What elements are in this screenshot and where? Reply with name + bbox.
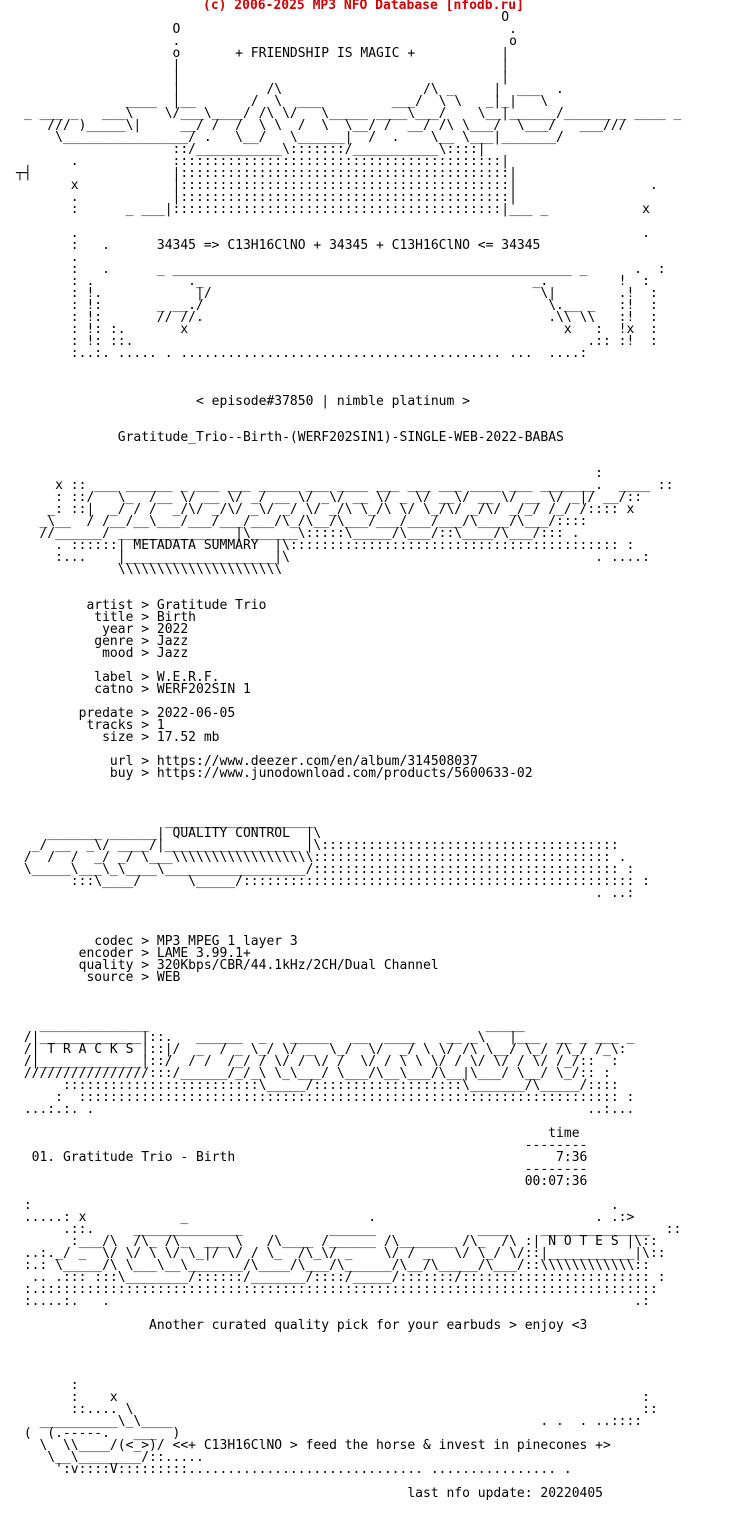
nfo-line: . o (16, 34, 517, 49)
nfo-line: ':v::::V:::::::::.............................. ................ . (16, 1462, 572, 1477)
nfo-line: : !: // //. .\\ \\ :! : (16, 310, 658, 325)
nfo-line: Another curated quality pick for your earbuds > enjoy <3 (16, 1318, 588, 1333)
nfo-line: _ ___ _ ___\ \/___\____/ /\ \/ \_____ ____\___/ \__|______/______ _ ____ _ (16, 106, 682, 121)
nfo-line: :::::::::::::::::::::::::\_____/:::::::::::::::::::\_______/\_____/:::: (16, 1078, 627, 1093)
nfo-line: artist > Gratitude Trio (16, 598, 267, 613)
nfo-line: .....: x _ . . .:> (16, 1210, 635, 1225)
nfo-line: O (16, 10, 510, 25)
nfo-line: < episode#37850 | nimble platinum > (16, 394, 470, 409)
nfo-line: buy > https://www.junodownload.com/products/5600633-02 (16, 766, 533, 781)
nfo-line: : ::::::::::::::::::::::::::::::::::::::::::::::::::::::::::::::::::::: : (16, 1090, 635, 1105)
nfo-line: : . 34345 => C13H16ClNO + 34345 + C13H16ClNO <= 34345 (16, 238, 541, 253)
nfo-line: _\__ / /__/__\___/___/___/___/\_/\__/\___/___/___/___/\____/\___/:::: (16, 514, 588, 529)
nfo-line: : (16, 466, 603, 481)
nfo-line: //______/ ______________ |\______\:::::\_____/\___/::\____/\___/::: . (16, 526, 580, 541)
nfo-line: : (16, 1378, 79, 1393)
nfo-line: genre > Jazz (16, 634, 189, 649)
nfo-line: . ::::::| METADATA SUMMARY |\:::::::::::::::::::::::::::::::::::::::::: : (16, 538, 635, 553)
nfo-line: \ \\____/(<_>)/ <<+ C13H16ClNO > feed the horse & invest in pinecones +> (16, 1438, 611, 1453)
nfo-line: . . (16, 226, 650, 241)
nfo-line: encoder > LAME 3.99.1+ (16, 946, 251, 961)
nfo-line: : ::/ \_ /__ \/ __ \/ _/ __ \/ _\/ __ \/ _ \/ __\/ __ \/ __ \/ _|/ __/:: (16, 490, 643, 505)
nfo-line: _______ ______| QUALITY CONTROL |\ (16, 826, 322, 841)
nfo-line: _: ::| _/ / / _/\/ _/\/ _\/ _/ \/ _/\ \_/\ \/ \_/\/ _/\/ _/_/ /_/ /:::: x (16, 502, 635, 517)
nfo-line: :.: \_____/\ \___\__\_______/\____/\___/\______/\__/\_____/\___/::\\\\\\\\\\\\:: (16, 1258, 650, 1273)
nfo-line: mood > Jazz (16, 646, 189, 661)
nfo-line: source > WEB (16, 970, 181, 985)
nfo-line: /| T R A C K S |::|/ _ / _ \_/ \/ _ \_/ \/ _/ \ \/ /\ \__/ \_/ /\_/ /_\: (16, 1042, 627, 1057)
nfo-line: size > 17.52 mb (16, 730, 220, 745)
nfo-line: : !. |/ \| .! : (16, 286, 658, 301)
nfo-line: ┬┤ |::::::::::::::::::::::::::::::::::::::::::| (16, 166, 517, 181)
nfo-line: 01. Gratitude Trio - Birth 7:36 (16, 1150, 588, 1165)
nfo-line: | | (16, 70, 510, 85)
nfo-line: \_____\___\_\____\__________________/::::::::::::::::::::::::::::::::::::::: : (16, 862, 635, 877)
nfo-line: catno > WERF202SIN 1 (16, 682, 251, 697)
nfo-line: ____ |__ / \ ___ ___/ \ \ _|_| \ (16, 94, 549, 109)
nfo-line: ______________ _____ (16, 1018, 525, 1033)
nfo-line: :___/\ /\_ /\_ ___ \ /\____ /______ /\_______ /\_ /\ :| N O T E S |\:: (16, 1234, 658, 1249)
nfo-line: -------- (16, 1162, 588, 1177)
nfo-line: | | (16, 58, 510, 73)
nfo-line: O . (16, 22, 517, 37)
nfo-line: : !: :. x x : !x : (16, 322, 658, 337)
nfo-line: . (16, 250, 79, 265)
nfo-line: -------- (16, 1138, 588, 1153)
nfo-line: : . _ ___________________________________________________ _ . : (16, 262, 666, 277)
nfo-line: \__\________/::..... (16, 1450, 204, 1465)
nfo-line: : _ ___|::::::::::::::::::::::::::::::::::::::::::|___ _ x (16, 202, 650, 217)
nfo-line: o + FRIENDSHIP IS MAGIC + | (16, 46, 510, 61)
nfo-line: : !: _ __./ \.__ _ :! : (16, 298, 658, 313)
nfo-line: _/ __ _\/ ____/|_________________ |\:::::::::::::::::::::::::::::::::::::: (16, 838, 619, 853)
nfo-line: label > W.E.R.F. (16, 670, 220, 685)
nfo-line: / / / _/ _/ \___\\\\\\\\\\\\\\\\\\:::::::::::::::::::::::::::::::::::::: . (16, 850, 627, 865)
nfo-line: year > 2022 (16, 622, 189, 637)
nfo-line: ////////////////:::/______/_/_\ \_\___/ \___/\__\___/\__|\___/ \__/ \_/:: : (16, 1066, 611, 1081)
nfo-line: last nfo update: 20220405 (16, 1486, 603, 1501)
nfo-line: __________\_\____ . . . ..:::: (16, 1414, 643, 1429)
nfo-header: (c) 2006-2025 MP3 NFO Database [nfodb.ru] (203, 0, 524, 13)
nfo-line: :..:. ..... . ......................................... ... ....: (16, 346, 588, 361)
nfo-line: :....:. . .: (16, 1294, 650, 1309)
nfo-line: ::/___________\:::::::/___________\::::| (16, 142, 486, 157)
nfo-line: x :: ___ ______ _ ___ ___ _____ ___ ____ ___ ___ ___ ____ ___ _______. ____ :: (16, 478, 674, 493)
nfo-line: tracks > 1 (16, 718, 165, 733)
nfo-line: quality > 320Kbps/CBR/44.1kHz/2CH/Dual Channel (16, 958, 439, 973)
nfo-line: :.::::::::::::::::::::::::::::::::::::::::::::::::::::::::::::::::::::::::::::::: (16, 1282, 658, 1297)
nfo-line: 00:07:36 (16, 1174, 588, 1189)
nfo-line: url > https://www.deezer.com/en/album/314508037 (16, 754, 478, 769)
nfo-line: ..:._/ _ \/ \/ \ \/ \_|/ \/ / \_ /\_\/ _ \/ / _ \/ \_/ \/::|___________|\:: (16, 1246, 666, 1261)
nfo-line: /|_____________|::/ / / /_/ / \/ / \/ / \/ / \ \ \/ / \/ \/ / \/ /_/:: : (16, 1054, 619, 1069)
nfo-line: .. .::: :::\________/::::::/_______/::::/_____/:::::::/:::::::::::::::::::::::: : (16, 1270, 666, 1285)
nfo-line: . ..: (16, 886, 635, 901)
nfo-line: :... |___________________|\ . ....: (16, 550, 650, 565)
nfo-line: . ::::::::::::::::::::::::::::::::::::::::::| (16, 154, 510, 169)
nfo-line: codec > MP3 MPEG 1 layer 3 (16, 934, 298, 949)
nfo-line: ...:.:. . ..:... (16, 1102, 635, 1117)
nfo-line: ::.... \ :: (16, 1402, 658, 1417)
nfo-line: title > Birth (16, 610, 197, 625)
nfo-line: /|_____________|::. ______ _ _____ __ ____ __ _\ |___ __ _ ___ _ (16, 1030, 635, 1045)
nfo-line: : x : (16, 1390, 650, 1405)
nfo-line: \________________/ . \__/ \______| / . \__ \___|_______/ (16, 130, 564, 145)
nfo-line: | /\ /\ _ | ___ . (16, 82, 564, 97)
nfo-line: ( (.-----. ___ ) (16, 1426, 181, 1441)
nfo-line: \\\\\\\\\\\\\\\\\\\\\ (16, 562, 283, 577)
nfo-line: : . ._ _. ! : (16, 274, 650, 289)
nfo-line: predate > 2022-06-05 (16, 706, 236, 721)
nfo-line: .::. ______________ ______ ____ ______________ :: (16, 1222, 682, 1237)
nfo-line: /// )_____\| __/ / / \ \ / \ \__/ / __/ /\ \___/ \___/ ___/// (16, 118, 627, 133)
nfo-line: ___________________ (16, 814, 314, 829)
nfo-line: . |::::::::::::::::::::::::::::::::::::::::::| (16, 190, 517, 205)
nfo-line: x |::::::::::::::::::::::::::::::::::::::::::| . (16, 178, 658, 193)
nfo-line: time (16, 1126, 580, 1141)
nfo-line: Gratitude_Trio--Birth-(WERF202SIN1)-SINGLE-WEB-2022-BABAS (16, 430, 564, 445)
nfo-line: :::\____/ \_____/:::::::::::::::::::::::::::::::::::::::::::::::::: : (16, 874, 650, 889)
nfo-line: : !: ::. .:: :! : (16, 334, 658, 349)
nfo-line: : . (16, 1198, 619, 1213)
